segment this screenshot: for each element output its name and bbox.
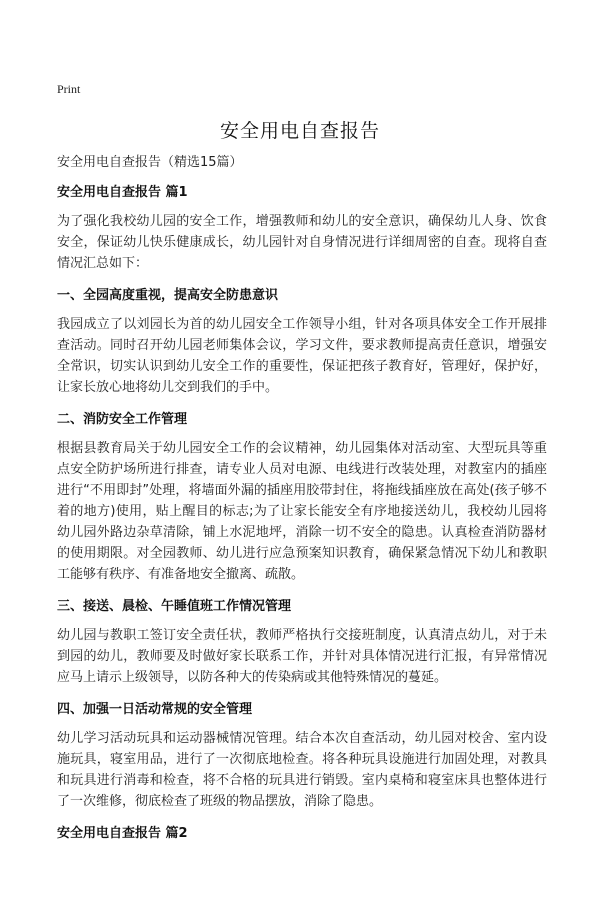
section-heading: 二、消防安全工作管理 [57,412,188,427]
document-title: 安全用电自查报告 [219,120,380,142]
section-heading: 安全用电自查报告 篇2 [57,826,188,841]
section-6 [57,825,547,843]
section-4 [57,598,547,688]
document-subtitle: 安全用电自查报告（精选15篇） [57,155,243,170]
section-paragraph: 为了强化我校幼儿园的安全工作，增强教师和幼儿的安全意识，确保幼儿人身、饮食安全，保证幼儿快乐健康成长，幼儿园针对自身情况进行详细周密的自查。现将自查情况汇总如下： [57,214,547,271]
section-paragraph: 我园成立了以刘园长为首的幼儿园安全工作领导小组，针对各项具体安全工作开展排查活动。同时召开幼儿园老师集体会议，学习文件，要求教师提高责任意识，增强安全常识，切实认识到幼儿安全工作的重要性，保证把孩子教育好，管理好，保护好，让家长放心地将幼儿交到我们的手中。 [57,317,547,395]
section-heading: 四、加强一日活动常规的安全管理 [57,702,253,717]
section-heading: 一、全园高度重视，提高安全防患意识 [57,288,279,303]
document-body [57,154,547,852]
section-paragraph: 幼儿园与教职工签订安全责任状，教师严格执行交接班制度，认真清点幼儿，对于未到园的幼儿，教师要及时做好家长联系工作，并针对具体情况进行汇报，有异常情况应马上请示上级领导，以防各种大的传染病或其他特殊情况的蔓延。 [57,628,547,685]
section-paragraph: 幼儿学习活动玩具和运动器械情况管理。结合本次自查活动，幼儿园对校舍、室内设施玩具，寝室用品，进行了一次彻底地检查。将各种玩具设施进行加固处理，对教具和玩具进行消毒和检查，将不合格的玩具进行销毁。室内桌椅和寝室床具也整体进行了一次维修，彻底检查了班级的物品摆放，消除了隐患。 [57,731,547,809]
section-5 [57,701,547,812]
section-heading: 安全用电自查报告 篇1 [57,185,188,200]
section-2 [57,287,547,398]
section-3 [57,411,547,585]
section-paragraph: 根据县教育局关于幼儿园安全工作的会议精神，幼儿园集体对活动室、大型玩具等重点安全防护场所进行排查，请专业人员对电源、电线进行改装处理，对教室内的插座进行“不用即封”处理，将墙面外漏的插座用胶带封住，将拖线插座放在高处(孩子够不着的地方)使用，贴上醒目的标志;为了让家长能安全有序地接送幼儿，我校幼儿园将幼儿园外路边杂草清除，铺上水泥地坪，消除一切不安全的隐患。认真检查消防器材的使用期限。对全园教师、幼儿进行应急预案知识教育，确保紧急情况下幼儿和教职工能够有秩序、有准备地安全撤离、疏散。 [57,441,547,582]
print-link[interactable]: Print [57,82,81,96]
section-1 [57,184,547,274]
section-heading: 三、接送、晨检、午睡值班工作情况管理 [57,599,292,614]
